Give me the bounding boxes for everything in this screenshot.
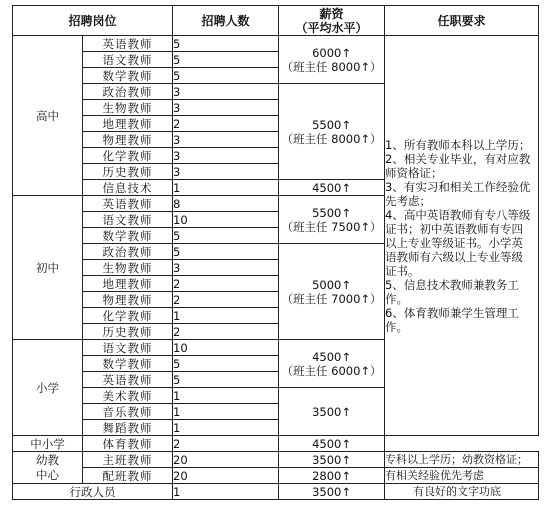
position-cell: 英语教师 [83, 196, 173, 212]
requirement-line: 作。 [385, 319, 409, 334]
count-cell: 3 [173, 260, 279, 276]
level-kindergarten-line2: 中心 [36, 467, 59, 482]
salary-headteacher: （班主任 8000↑） [281, 59, 382, 74]
position-cell: 生物教师 [83, 100, 173, 116]
salary-cell: 3500↑ [279, 484, 385, 500]
requirement-line: 4、高中英语教师有专八等级 [385, 207, 531, 222]
requirement-line: 6、体育教师兼学生管理工 [385, 305, 519, 320]
count-cell: 1 [173, 180, 279, 196]
header-salary-line1: 薪资 [319, 6, 344, 21]
count-cell: 5 [173, 52, 279, 68]
position-cell: 美术教师 [83, 388, 173, 404]
requirement-line: 1、所有教师本科以上学历； [385, 137, 531, 152]
salary-cell: 3500↑ [279, 452, 385, 468]
teacher-requirements [385, 36, 539, 436]
count-cell: 2 [173, 324, 279, 340]
table-row [13, 36, 539, 52]
header-salary [279, 6, 385, 36]
position-cell: 数学教师 [83, 228, 173, 244]
position-cell: 体育教师 [83, 436, 173, 452]
salary-cell [279, 244, 385, 340]
count-cell: 3 [173, 100, 279, 116]
salary-cell [279, 196, 385, 244]
count-cell: 1 [173, 388, 279, 404]
salary-base: 6000↑ [312, 45, 351, 60]
level-kindergarten-line1: 幼教 [36, 452, 59, 467]
salary-cell: 4500↑ [279, 436, 385, 452]
level-primary-middle: 中小学 [13, 436, 83, 452]
salary-headteacher: （班主任 8000↑） [281, 131, 382, 146]
requirement-line: 师资格证； [385, 165, 443, 180]
position-cell: 语文教师 [83, 340, 173, 356]
count-cell: 3 [173, 164, 279, 180]
position-cell: 音乐教师 [83, 404, 173, 420]
table-row [13, 436, 539, 452]
position-cell: 化学教师 [83, 148, 173, 164]
salary-base: 5500↑ [312, 117, 351, 132]
level-middle-school: 初中 [13, 196, 83, 340]
table-row [13, 484, 539, 500]
requirement-line: 5、信息技术教师兼教务工 [385, 277, 519, 292]
count-cell: 5 [173, 228, 279, 244]
position-cell: 政治教师 [83, 84, 173, 100]
count-cell: 5 [173, 372, 279, 388]
position-cell: 地理教师 [83, 276, 173, 292]
header-row [13, 6, 539, 36]
level-kindergarten [13, 452, 83, 484]
count-cell: 10 [173, 212, 279, 228]
requirement-line: 先考虑； [385, 193, 432, 208]
count-cell: 20 [173, 468, 279, 484]
position-cell: 化学教师 [83, 308, 173, 324]
position-cell: 数学教师 [83, 68, 173, 84]
position-cell: 生物教师 [83, 260, 173, 276]
position-cell: 舞蹈教师 [83, 420, 173, 436]
requirement-line: 以上专业等级证书。小学英 [385, 235, 524, 250]
position-cell: 物理教师 [83, 292, 173, 308]
position-cell: 信息技术 [83, 180, 173, 196]
position-cell: 物理教师 [83, 132, 173, 148]
requirement-line: 证书。 [385, 263, 420, 278]
kindergarten-requirement-2: 有相关经验优先考虑 [385, 468, 539, 484]
count-cell: 2 [173, 116, 279, 132]
recruitment-table-container [12, 5, 538, 515]
count-cell: 1 [173, 404, 279, 420]
count-cell: 2 [173, 276, 279, 292]
requirement-line: 2、相关专业毕业，有对应教 [385, 151, 531, 166]
count-cell: 5 [173, 36, 279, 52]
count-cell: 3 [173, 84, 279, 100]
position-cell: 主班教师 [83, 452, 173, 468]
count-cell: 1 [173, 308, 279, 324]
position-cell: 英语教师 [83, 372, 173, 388]
position-cell: 语文教师 [83, 212, 173, 228]
count-cell: 1 [173, 484, 279, 500]
salary-cell [279, 36, 385, 84]
position-cell: 历史教师 [83, 324, 173, 340]
count-cell: 5 [173, 68, 279, 84]
level-admin: 行政人员 [13, 484, 173, 500]
count-cell: 20 [173, 452, 279, 468]
salary-headteacher: （班主任 7000↑） [281, 291, 382, 306]
count-cell: 10 [173, 340, 279, 356]
count-cell: 5 [173, 244, 279, 260]
requirement-line: 语教师有六级以上专业等级 [385, 249, 524, 264]
level-high-school: 高中 [13, 36, 83, 196]
salary-cell [279, 340, 385, 388]
count-cell: 1 [173, 420, 279, 436]
salary-headteacher: （班主任 7500↑） [281, 219, 382, 234]
header-salary-line2: （平均水平） [295, 20, 368, 35]
level-primary-school: 小学 [13, 340, 83, 436]
salary-base: 5500↑ [312, 205, 351, 220]
position-cell: 数学教师 [83, 356, 173, 372]
salary-cell: 3500↑ [279, 388, 385, 436]
salary-base: 4500↑ [312, 349, 351, 364]
salary-cell: 4500↑ [279, 180, 385, 196]
position-cell: 英语教师 [83, 36, 173, 52]
requirement-line: 证书；初中英语教师有专四 [385, 221, 524, 236]
position-cell: 政治教师 [83, 244, 173, 260]
position-cell: 配班教师 [83, 468, 173, 484]
position-cell: 历史教师 [83, 164, 173, 180]
recruitment-table [12, 5, 539, 500]
header-requirements: 任职要求 [385, 6, 539, 36]
count-cell: 3 [173, 132, 279, 148]
table-row [13, 452, 539, 468]
salary-cell: 2800↑ [279, 468, 385, 484]
position-cell: 语文教师 [83, 52, 173, 68]
count-cell: 5 [173, 356, 279, 372]
salary-base: 5000↑ [312, 277, 351, 292]
count-cell: 3 [173, 148, 279, 164]
admin-requirement: 有良好的文字功底 [385, 484, 539, 500]
count-cell: 8 [173, 196, 279, 212]
requirement-line: 3、有实习和相关工作经验优 [385, 179, 531, 194]
requirement-line: 作。 [385, 291, 409, 306]
header-count: 招聘人数 [173, 6, 279, 36]
salary-headteacher: （班主任 6000↑） [281, 363, 382, 378]
count-cell: 2 [173, 436, 279, 452]
header-position: 招聘岗位 [13, 6, 173, 36]
position-cell: 地理教师 [83, 116, 173, 132]
table-row [13, 468, 539, 484]
kindergarten-requirement-1: 专科以上学历；幼教资格证； [385, 452, 539, 468]
salary-cell [279, 84, 385, 180]
count-cell: 2 [173, 292, 279, 308]
